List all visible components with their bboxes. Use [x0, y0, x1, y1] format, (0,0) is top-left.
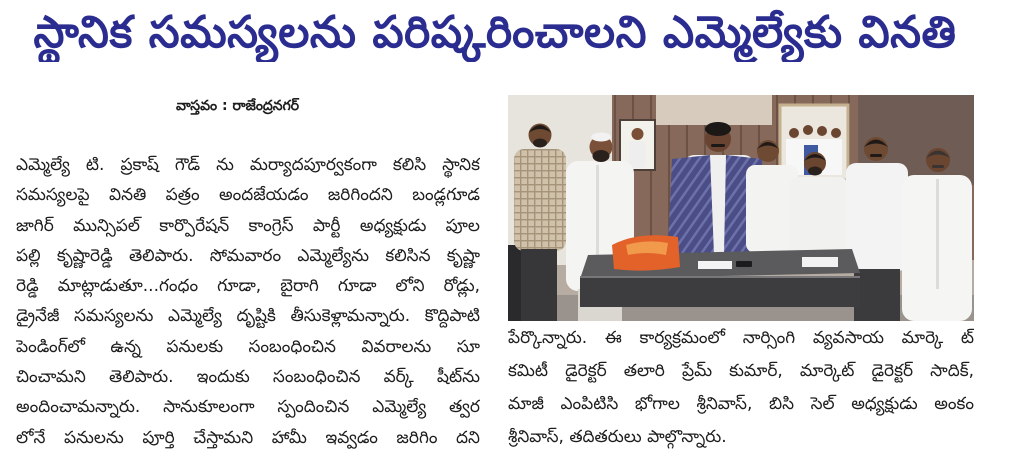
person-trousers [521, 249, 557, 321]
body-line: శ్రీనివాస్, తదితరులు పాల్గొన్నారు. [508, 427, 727, 447]
body-line: ఎమ్మెల్యే టి. ప్రకాష్ గౌడ్ ను మర్యాదపూర్వకంగా కలిసి స్థానిక [16, 155, 480, 175]
person-kurta-shade [936, 179, 939, 289]
article-photo [508, 95, 974, 321]
person-moustache [711, 144, 725, 147]
headline-container [20, 4, 970, 62]
headline: స్థానిక సమస్యలను పరిష్కరించాలని ఎమ్మెల్యేకు వినతి [33, 7, 957, 58]
person-shirt [846, 163, 908, 271]
body-line: మాజీ ఎంపిటిసి భోగాల శ్రీనివాస్, బిసి సెల్ అధ్యక్షుడు అంకం [508, 394, 974, 414]
paper-on-desk [698, 261, 732, 269]
frame-group-head [789, 128, 799, 138]
body-line: జాగిర్ మున్సిపల్ కార్పొరేషన్ కాంగ్రెస్ పార్టీ అధ్యక్షుడు పూల [16, 215, 480, 236]
body-line: డ్రైనేజీ సమస్యలను ఎమ్మెల్యే దృష్టికి తీసుకెళ్లామన్నారు. కొద్దిపాటి [16, 306, 480, 327]
paper-on-desk [802, 257, 838, 267]
person-cap [591, 133, 611, 142]
cloth-fold [626, 241, 668, 255]
article-body-left-column [16, 150, 480, 456]
person-hair [705, 122, 731, 136]
person-moustache [870, 154, 882, 157]
frame-portrait-body [629, 141, 646, 168]
frame-group-head [817, 126, 827, 136]
phone-on-desk [736, 261, 752, 267]
body-line: కమిటీ డైరెక్టర్ తలారి ప్రేమ్ కుమార్, మార్కెట్ డైరెక్టర్ సాదిక్, [508, 361, 974, 381]
desk-front [580, 277, 860, 307]
person-shirt [514, 149, 566, 251]
frame-group-head [803, 125, 813, 135]
person-beard [808, 167, 822, 176]
person-trousers [854, 269, 900, 321]
article-body-right-column [508, 322, 974, 456]
body-line: పెండింగ్‌లో ఉన్న పనులకు సంబంధించిన వివరాలను సూ [16, 336, 480, 357]
body-line: రెడ్డి మాట్లాడుతూ...గంధం గూడా, బైరాగి గూడా లోని రోడ్లు, [16, 276, 480, 297]
body-line: సమస్యలపై వినతి పత్రం అందజేయడం జరిగిందని బండ్లగూడ [16, 185, 480, 206]
body-line: చించామని తెలిపారు. ఇందుకు సంబంధించిన వర్క్ షీట్‌ను [16, 367, 480, 388]
frame-portrait-head [632, 128, 644, 140]
byline-container [176, 95, 396, 115]
person-moustache [932, 165, 944, 168]
body-line: పల్లి కృష్ణారెడ్డి తెలిపారు. సోమవారం ఎమ్మెల్యేను కలిసిన కృష్ణా [16, 245, 480, 266]
desk-edge-highlight [580, 276, 860, 278]
person-kurta-shade [596, 165, 599, 265]
byline: వాస్తవం : రాజేంద్రనగర్ [176, 98, 300, 114]
frame-group-head [831, 128, 841, 138]
person-beard [593, 150, 610, 162]
orange-cloth-on-desk [612, 235, 680, 270]
body-line: లోనే పనులను పూర్తి చేస్తామని హామీ ఇవ్వడం జరిగిం దని [16, 427, 480, 448]
light-wall-section [656, 95, 772, 125]
person-beard [533, 139, 547, 148]
body-line: పేర్కొన్నారు. ఈ కార్యక్రమంలో నార్సింగి వ్యవసాయ మార్కె ట్ [508, 328, 974, 348]
body-line: అందించామన్నారు. సానుకూలంగా స్పందించిన ఎమ్మెల్యే త్వర [16, 397, 480, 418]
